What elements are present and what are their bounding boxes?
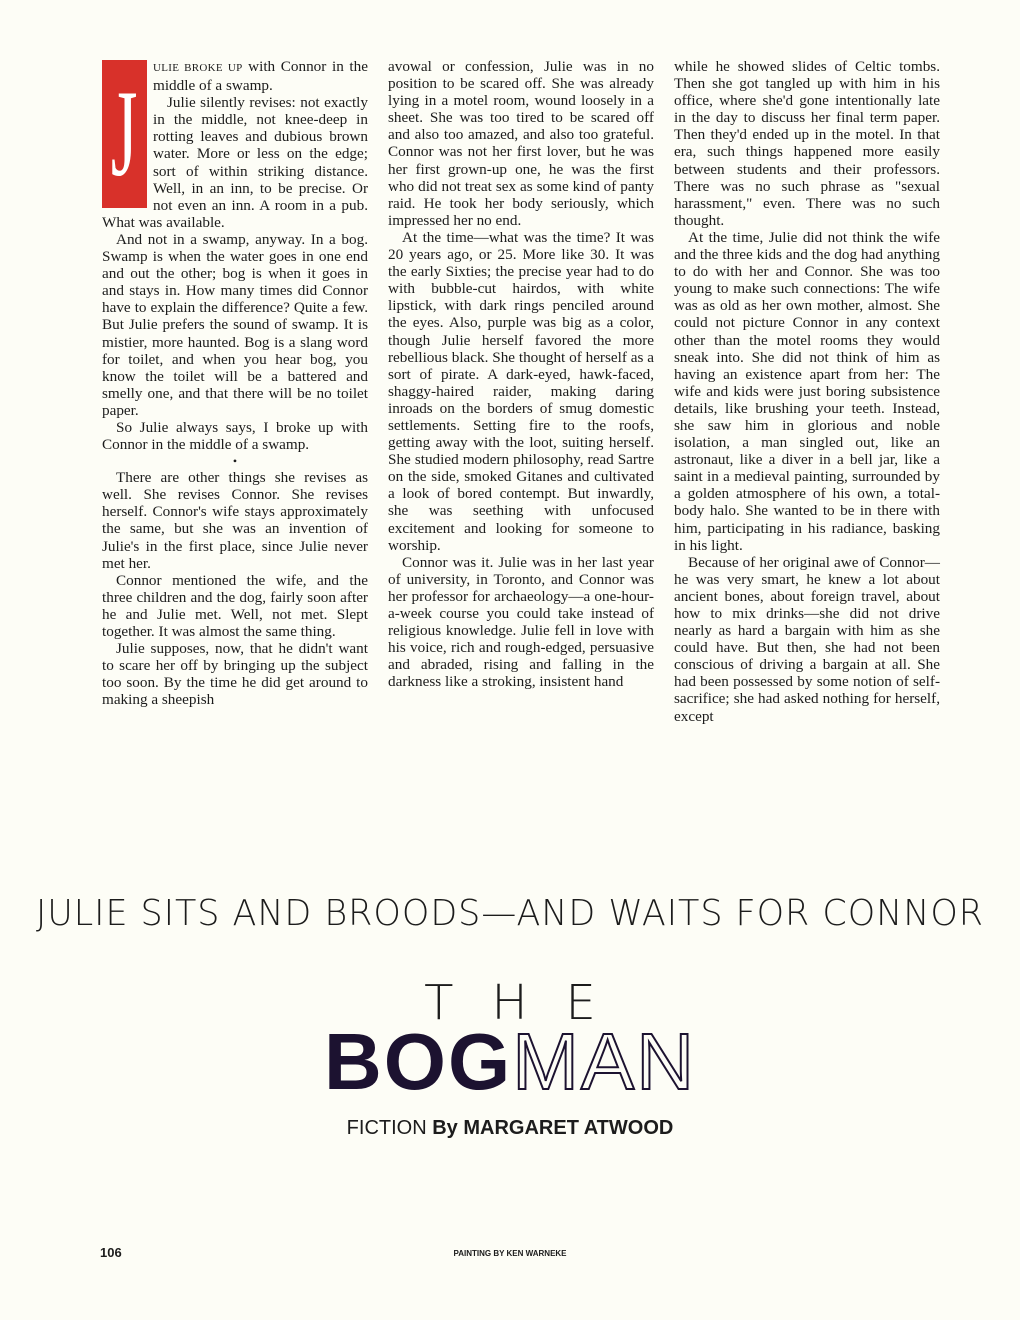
column-1 xyxy=(102,58,368,725)
paragraph: At the time—what was the time? It was 20 years ago, or 25. More like 30. It was the early Sixties; the precise year had to do with bubble-cut hairdos, with white lipstick, with dark rings penciled around the eyes. Also, purple was big as a color, though Julie herself favored the more rebellious black. She thought of herself as a sort of pirate. A dark-eyed, hawk-faced, shaggy-haired raider, making daring inroads on the borders of smug domestic settlements. Setting fire to the roofs, getting away with the loot, suiting herself. She studied modern philosophy, read Sartre on the side, smoked Gitanes and cultivated a look of bored contempt. But inwardly, she was seething with unfocused excitement and looking for someone to worship. xyxy=(388,228,654,554)
paragraph: And not in a swamp, anyway. In a bog. Swamp is when the water goes in one end and out the other; bog is when it goes in and stays in. How many times did Connor have to explain the difference? Quite a few. But Julie prefers the sound of swamp. It is mistier, more haunted. Bog is a slang word for toilet, and when you hear bog, you know the toilet will be a battered and smelly one, and that there will be no toilet paper. xyxy=(102,230,368,419)
paragraph: Connor was it. Julie was in her last year of university, in Toronto, and Connor was her professor for archaeology—a one-hour-a-week course you could take instead of religious knowledge. Julie fell in love with his voice, rich and rough-edged, persuasive and abraded, rising and falling in the darkness like a stroking, insistent hand xyxy=(388,553,654,691)
title-man: MAN xyxy=(512,1017,696,1106)
paragraph: So Julie always says, I broke up with Connor in the middle of a swamp. xyxy=(102,418,368,454)
section-label: FICTION xyxy=(346,1117,427,1139)
author-credit: By MARGARET ATWOOD xyxy=(432,1117,674,1139)
page-number: 106 xyxy=(100,1245,122,1260)
paragraph-text: with Connor in the middle of a swamp. xyxy=(153,58,368,95)
illustration-credit: PAINTING BY KEN WARNEKE xyxy=(453,1249,567,1258)
paragraph: Julie supposes, now, that he didn't want to scare her off by bringing up the subject too soon. By the time he did get around to making a sheepish xyxy=(102,640,368,709)
section-break: • xyxy=(232,454,238,469)
paragraph: Connor mentioned the wife, and the three children and the dog, fairly soon after he and Julie met. Well, not met. Slept together. It was almost the same thing. xyxy=(102,571,368,640)
title-bog: BOG xyxy=(323,1017,513,1106)
title-the: THE xyxy=(424,975,634,1031)
paragraph: Because of her original awe of Connor—he was very smart, he knew a lot about ancient bones, about foreign travel, about how to mix drinks—she did not drive nearly as hard a bargain with him as she could have. But then, she had not been conscious of driving a bargain at all. She had been possessed by some notion of self-sacrifice; she had asked nothing for herself, except xyxy=(674,553,940,725)
article-body xyxy=(102,58,940,725)
drop-cap: J xyxy=(102,60,147,208)
paragraph: There are other things she revises as well. She revises Connor. She revises herself. Connor's wife stays approximately the same, but she was an invention of Julie's in the first place, since Julie never met her. xyxy=(102,469,368,572)
kicker-headline: JULIE SITS AND BROODS—AND WAITS FOR CONNOR xyxy=(35,893,985,934)
paragraph: At the time, Julie did not think the wife and the three kids and the dog had anything to do with her and Connor. She was too young to make such connections: The wife was as old as her own mother, almost. She could not picture Connor in any context other than the motel rooms they would sneak into. She did not think of him as having an existence apart from her: The wife and kids were just boring subsistence details, like brushing your teeth. Instead, she saw him in glorious and noble isolation, a man singled out, like an astronaut, like a diver in a bell jar, like a saint in a medieval painting, surrounded by a golden atmosphere of his own, a total-body halo. She wanted to be in there with him, participating in his radiance, basking in his light. xyxy=(674,228,940,554)
column-2 xyxy=(388,58,654,725)
title-bogman xyxy=(0,1017,1020,1106)
paragraph: avowal or confession, Julie was in no position to be scared off. She was already lying in a motel room, wound loosely in a sheet. She was too tired to be scared off and also too amazed, and also too grateful. Connor was not her first lover, but he was her first grown-up one, he was the first who did not treat sex as some kind of panty raid. He took her body seriously, which impressed her no end. xyxy=(388,58,654,229)
byline xyxy=(0,1117,1020,1140)
paragraph: while he showed slides of Celtic tombs. Then she got tangled up with him in his office, where she'd gone intentionally late in the day to discuss her final term paper. Then they'd ended up in the motel. In that era, such things happened more easily between students and their professors. There was no such phrase as "sexual harassment," even. There was no such thought. xyxy=(674,58,940,229)
opening-smallcaps: ULIE BROKE UP xyxy=(153,62,243,74)
column-3 xyxy=(674,58,940,725)
paragraph: Julie silently revises: not exactly in the middle, not knee-deep in rotting leaves and dubious brown water. More or less on the edge; sort of within striking distance. Well, in an inn, to be precise. Or not even an inn. A room in a pub. What was available. xyxy=(102,94,368,231)
